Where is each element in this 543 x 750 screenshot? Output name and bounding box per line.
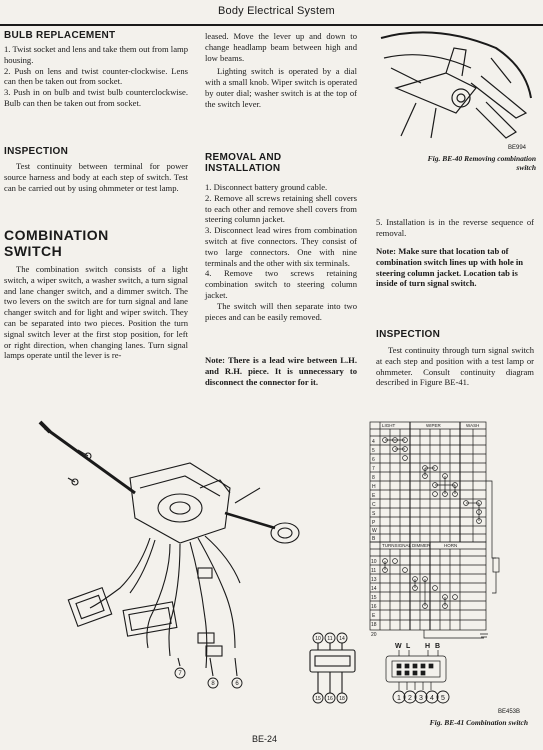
removal-heading [205, 152, 281, 174]
fig41-caption: Fig. BE-41 Combination switch [429, 718, 528, 727]
wiper-label: WIPER [426, 423, 441, 428]
callout-7: 7 [178, 671, 182, 677]
light-label: LIGHT [382, 423, 396, 428]
row-label: H [372, 484, 376, 490]
removal-step-2: 2. Remove all screws retaining shell covers to each other and remove shell covers from steering column jacket. [205, 192, 357, 225]
row-label: 16 [371, 604, 377, 610]
separate-paragraph: The switch will then separate into two pieces and can be easily removed. [205, 300, 357, 322]
location-tab-note: Note: Make sure that location tab of combination switch lines up with hole in steering column jacket. Location tab is inside of turn signal switch. [376, 246, 524, 289]
row-label: 20 [371, 632, 377, 638]
bulb-step-1: 1. Twist socket and lens and take them out from lamp housing. [4, 44, 188, 65]
horn-label: HORN [444, 543, 458, 548]
row-label: 6 [372, 457, 375, 463]
connector-number: 4 [430, 695, 434, 702]
combination-switch-text [4, 264, 188, 361]
inspection-heading-left: INSPECTION [4, 146, 69, 157]
removal-note: Note: There is a lead wire between L.H. and R.H. piece. It is unnecessary to disconnect the connector for it. [205, 355, 357, 387]
removal-heading-line2: INSTALLATION [205, 163, 281, 174]
row-label: S [372, 511, 376, 517]
fig40-code: BE994 [508, 145, 527, 151]
row-label: 13 [371, 577, 377, 583]
fig40-caption-line1: Fig. BE-40 Removing combination [427, 154, 536, 163]
connector-label-w: W [395, 643, 402, 650]
row-label: B [372, 536, 376, 542]
bulb-replacement-steps [4, 44, 188, 109]
combination-switch-exploded-illustration [30, 418, 360, 718]
connector-number: 1 [397, 695, 401, 702]
connector-number: 3 [419, 695, 423, 702]
bulb-step-2: 2. Push on lens and twist counter-clockwise. Lens can then be taken out from socket. [4, 65, 188, 87]
step-5: 5. Installation is in the reverse sequence of removal. [376, 217, 534, 238]
connector-label-l: L [406, 643, 411, 650]
inspection-paragraph-left: Test continuity between terminal for power source harness and body at each step of switch. Test can be carried out by using ohmmeter or test lamp. [4, 161, 188, 193]
combination-paragraph: The combination switch consists of a light switch, a wiper switch, a washer switch, a turn signal and lane changer switch, and a dimmer switch. The two levers on the switch are for turn signal and lane changer switch and for light and wiper switch. They can be separated into two pieces. Position the turn signal switch lever at the first stop position, for left or right direction, when changing lanes. Turn signal lamps operate until the lever is re- [4, 264, 188, 361]
inspection-text-left [4, 161, 188, 193]
wash-label: WASH [466, 423, 480, 428]
callout-14: 14 [339, 636, 345, 642]
row-label: E [372, 613, 376, 619]
callout-18: 18 [339, 696, 345, 702]
removal-heading-line1: REMOVAL AND [205, 152, 282, 163]
row-label: C [372, 502, 376, 508]
callout-6: 6 [235, 681, 239, 687]
combination-heading-line2: SWITCH [4, 243, 63, 259]
page-header-title: Body Electrical System [218, 5, 335, 17]
removal-step-3: 3. Disconnect lead wires from combination switch at five connectors. They consist of two large connectors. One with nine terminals and the other with six terminals. [205, 225, 357, 268]
middle-continuation [205, 31, 357, 110]
callout-11: 11 [327, 636, 333, 642]
removing-combination-switch-illustration [376, 28, 536, 146]
callout-8: 8 [211, 681, 215, 687]
row-label: 7 [372, 466, 375, 472]
row-label: P [372, 520, 376, 526]
row-label: W [372, 528, 377, 534]
row-label: 4 [372, 439, 375, 445]
combination-heading-line1: COMBINATION [4, 227, 109, 243]
row-label: 11 [371, 568, 377, 574]
row-label: 14 [371, 586, 377, 592]
turnsignal-label: TURNSIGNAL [382, 543, 412, 548]
row-label: 15 [371, 595, 377, 601]
installation-step [376, 217, 534, 239]
removal-step-4: 4. Remove two screws retaining combination switch to steering column jacket. [205, 268, 357, 300]
bulb-replacement-heading: BULB REPLACEMENT [4, 30, 116, 41]
connector-label-h: H [425, 643, 431, 650]
fig40-caption [380, 154, 536, 172]
row-label: 5 [372, 448, 375, 454]
removal-step-1: 1. Disconnect battery ground cable. [205, 182, 328, 192]
fig41-code: BE453B [498, 709, 521, 715]
bulb-step-3: 3. Push in on bulb and twist bulb counterclockwise. Bulb can then be taken out from socket. [4, 87, 188, 108]
row-label: 18 [371, 622, 377, 628]
inspection-text-right [376, 345, 534, 388]
lighting-paragraph: Lighting switch is operated by a dial with a small knob. Wiper switch is operated by outer dial; washer switch is at the top of the switch lever. [205, 66, 357, 109]
inspection-heading-right: INSPECTION [376, 329, 441, 340]
continuity-diagram [364, 418, 540, 708]
row-label: 8 [372, 475, 375, 481]
callout-16: 16 [327, 696, 333, 702]
callout-10: 10 [315, 636, 321, 642]
row-label: 10 [371, 559, 377, 565]
removal-steps [205, 182, 357, 322]
continuation-paragraph: leased. Move the lever up and down to change headlamp beam between high and low beams. [205, 31, 357, 63]
combination-switch-heading [4, 227, 109, 259]
fig40-caption-line2: switch [516, 163, 536, 172]
connector-label-b: B [435, 643, 441, 650]
callout-15: 15 [315, 696, 321, 702]
inspection-paragraph-right: Test continuity through turn signal switch at each step and position with a test lamp or ohmmeter. Consult continuity diagram described in Figure BE-41. [376, 345, 534, 388]
connector-number: 2 [408, 695, 412, 702]
dimmer-label: DIMMER [412, 543, 431, 548]
row-label: E [372, 493, 376, 499]
connector-number: 5 [441, 695, 445, 702]
page-number: BE-24 [252, 734, 278, 744]
